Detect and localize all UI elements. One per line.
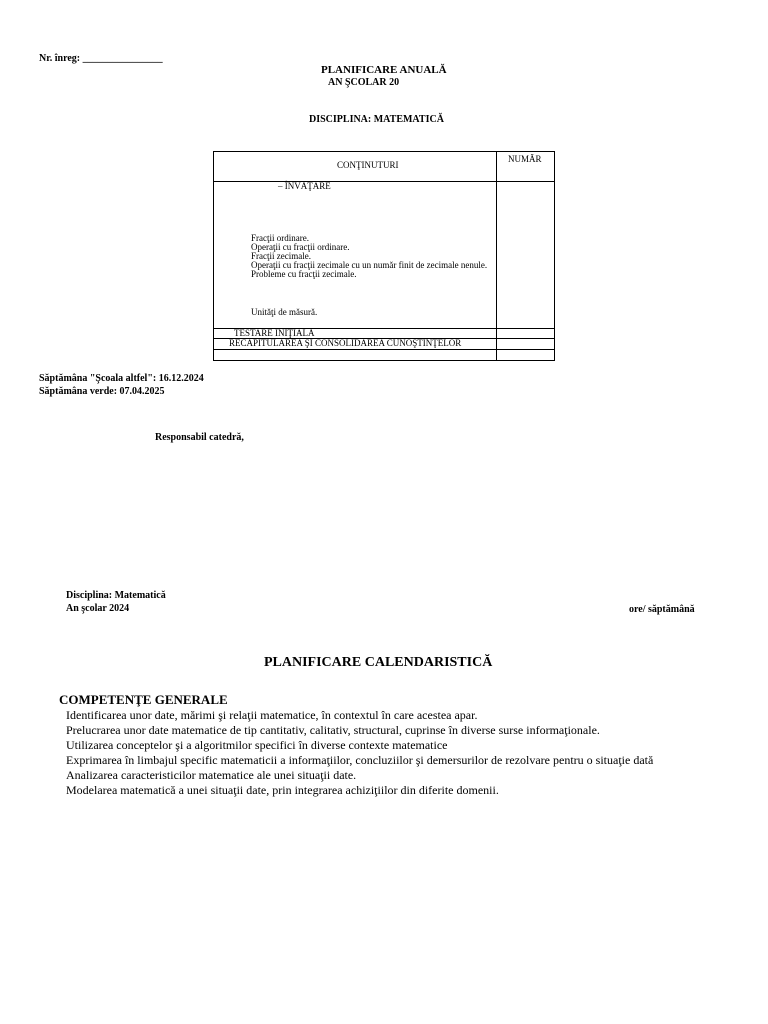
week-verde: Săptămâna verde: 07.04.2025 [39,386,165,397]
week-scoala-altfel: Săptămâna "Şcoala altfel": 16.12.2024 [39,373,204,384]
topic-list [251,234,487,279]
topic-item: Probleme cu fracţii zecimale. [251,269,357,279]
competence-item: Utilizarea conceptelor şi a algoritmilor specifici în diverse contexte matematice [66,738,448,752]
competence-item: Prelucrarea unor date matematice de tip cantitativ, calitativ, structural, cuprinse în diverse surse informaţionale. [66,723,600,737]
competences-list [66,708,653,798]
competence-item: Exprimarea în limbajul specific matematicii a informaţiilor, concluziilor şi demersurilor de rezolvare pentru o situaţie dată [66,753,654,767]
topic-item: Fracţii ordinare. [251,233,309,243]
competence-item: Identificarea unor date, mărimi şi relaţii matematice, în contextul în care acestea apar. [66,708,478,722]
registration-number: Nr. înreg: ________________ [39,53,163,64]
units-topic: Unităţi de măsură. [251,307,318,317]
topic-item: Fracţii zecimale. [251,251,311,261]
topic-item: Operaţii cu fracţii zecimale cu un număr finit de zecimale nenule. [251,260,488,270]
page2-school-year: An şcolar 2024 [66,603,130,614]
row-testare-initiala: TESTARE INIŢIALĂ [234,328,315,338]
competences-heading: COMPETENŢE GENERALE [59,692,228,707]
column-header-content: CONŢINUTURI [337,160,399,170]
calendar-planning-title: PLANIFICARE CALENDARISTICĂ [264,655,493,670]
discipline-heading: DISCIPLINA: MATEMATICĂ [309,114,444,125]
responsabil-catedra: Responsabil catedră, [155,432,244,443]
competence-item: Analizarea caracteristicilor matematice ale unei situaţii date. [66,768,357,782]
doc-title: PLANIFICARE ANUALĂ [321,64,447,76]
row-recapitulare: RECAPITULAREA ŞI CONSOLIDAREA CUNOŞTINŢELOR [229,338,462,348]
section-label: – ÎNVĂŢARE [278,181,331,191]
school-year: AN ŞCOLAR 20 [328,77,400,88]
competence-item: Modelarea matematică a unei situaţii date, prin integrarea achiziţiilor din diferite domenii. [66,783,499,797]
column-header-number: NUMĂR [508,154,542,164]
content-table [213,151,555,361]
page2-discipline: Disciplina: Matematică [66,590,166,601]
topic-item: Operaţii cu fracţii ordinare. [251,242,350,252]
hours-per-week: ore/ săptămână [629,604,695,615]
